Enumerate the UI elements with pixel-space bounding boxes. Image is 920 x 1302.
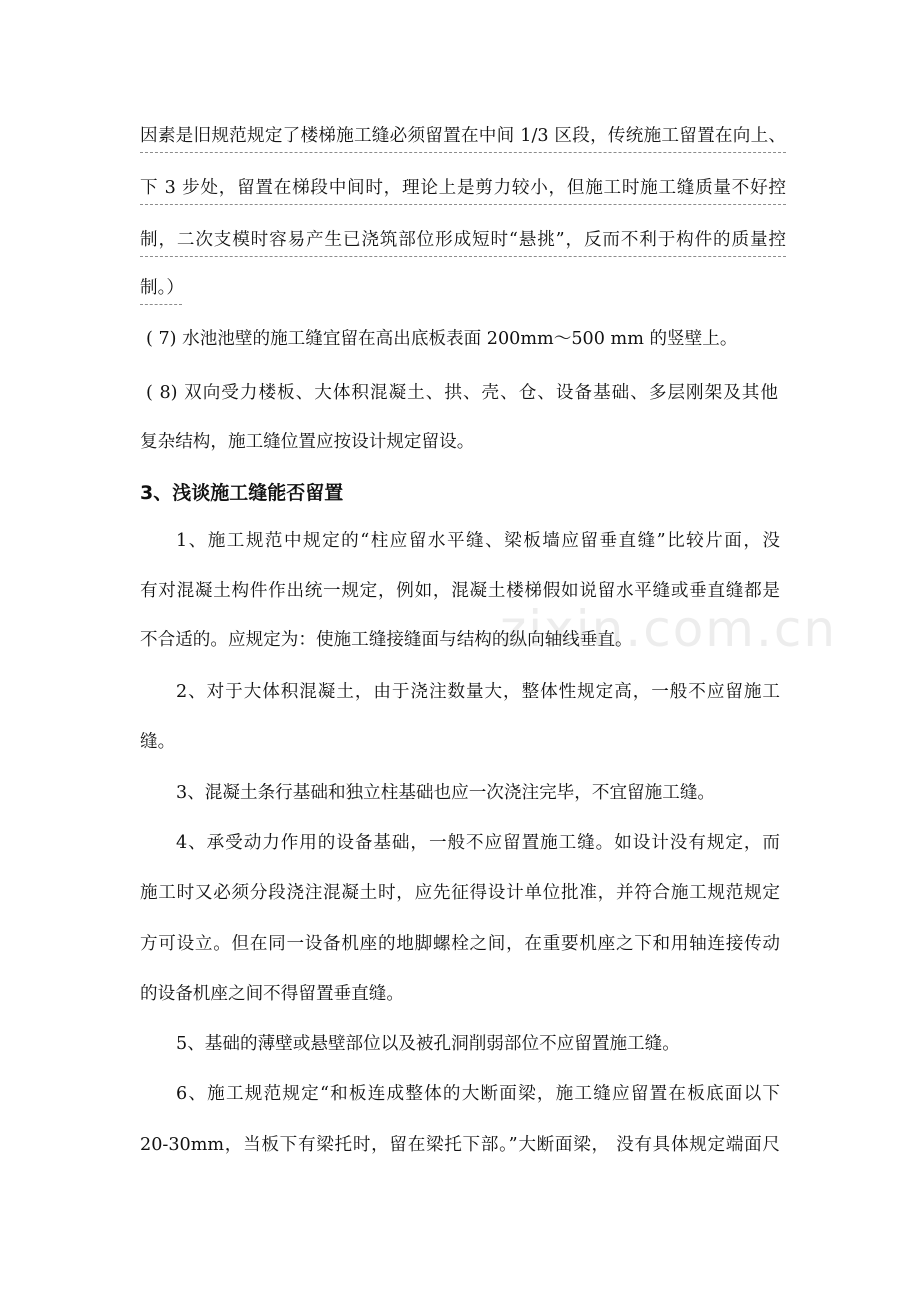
note-line-1: 因素是旧规范规定了楼梯施工缝必须留置在中间 1/3 区段，传统施工留置在向上、: [140, 124, 786, 153]
paragraph-4-line-3: 方可设立。但在同一设备机座的地脚螺栓之间，在重要机座之下和用轴连接传动: [140, 934, 780, 954]
note-line-3: 制，二次支模时容易产生已浇筑部位形成短时“悬挑”，反而不利于构件的质量控: [140, 228, 786, 257]
watermark: zixin.com.cn: [500, 600, 838, 658]
paragraph-4-line-2: 施工时又必须分段浇注混凝土时，应先征得设计单位批准，并符合施工规范规定: [140, 883, 780, 903]
note-line-2: 下 3 步处，留置在梯段中间时，理论上是剪力较小，但施工时施工缝质量不好控: [140, 176, 786, 205]
paragraph-1-line-2: 有对混凝土构件作出统一规定，例如，混凝土楼梯假如说留水平缝或垂直缝都是: [140, 581, 780, 601]
paragraph-3-line-1: 3、混凝土条行基础和独立柱基础也应一次浇注完毕，不宜留施工缝。: [176, 783, 716, 803]
paragraph-4-line-4: 的设备机座之间不得留置垂直缝。: [140, 984, 404, 1004]
list-item-8-line-1: ( 8) 双向受力楼板、大体积混凝土、拱、壳、仓、设备基础、多层刚架及其他: [146, 383, 778, 403]
note-line-4: 制。）: [140, 276, 182, 305]
paragraph-6-line-1: 6、施工规范规定“和板连成整体的大断面梁，施工缝应留置在板底面以下: [176, 1084, 780, 1104]
list-item-8-line-2: 复杂结构，施工缝位置应按设计规定留设。: [140, 432, 475, 452]
paragraph-2-line-1: 2、对于大体积混凝土，由于浇注数量大，整体性规定高，一般不应留施工: [176, 682, 780, 702]
paragraph-5-line-1: 5、基础的薄壁或悬壁部位以及被孔洞削弱部位不应留置施工缝。: [176, 1034, 680, 1054]
paragraph-1-line-3: 不合适的。应规定为：使施工缝接缝面与结构的纵向轴线垂直。: [140, 630, 633, 650]
paragraph-2-line-2: 缝。: [140, 732, 176, 752]
list-item-7: ( 7) 水池池壁的施工缝宜留在高出底板表面 200mm～500 mm 的竖壁上。: [146, 329, 738, 349]
paragraph-6-line-2: 20-30mm，当板下有梁托时，留在梁托下部。”大断面梁， 没有具体规定端面尺: [140, 1135, 780, 1155]
section-heading: 3、浅谈施工缝能否留置: [140, 482, 344, 504]
paragraph-1-line-1: 1、施工规范中规定的“柱应留水平缝、梁板墙应留垂直缝”比较片面，没: [176, 531, 780, 551]
paragraph-4-line-1: 4、承受动力作用的设备基础，一般不应留置施工缝。如设计没有规定，而: [176, 833, 780, 853]
